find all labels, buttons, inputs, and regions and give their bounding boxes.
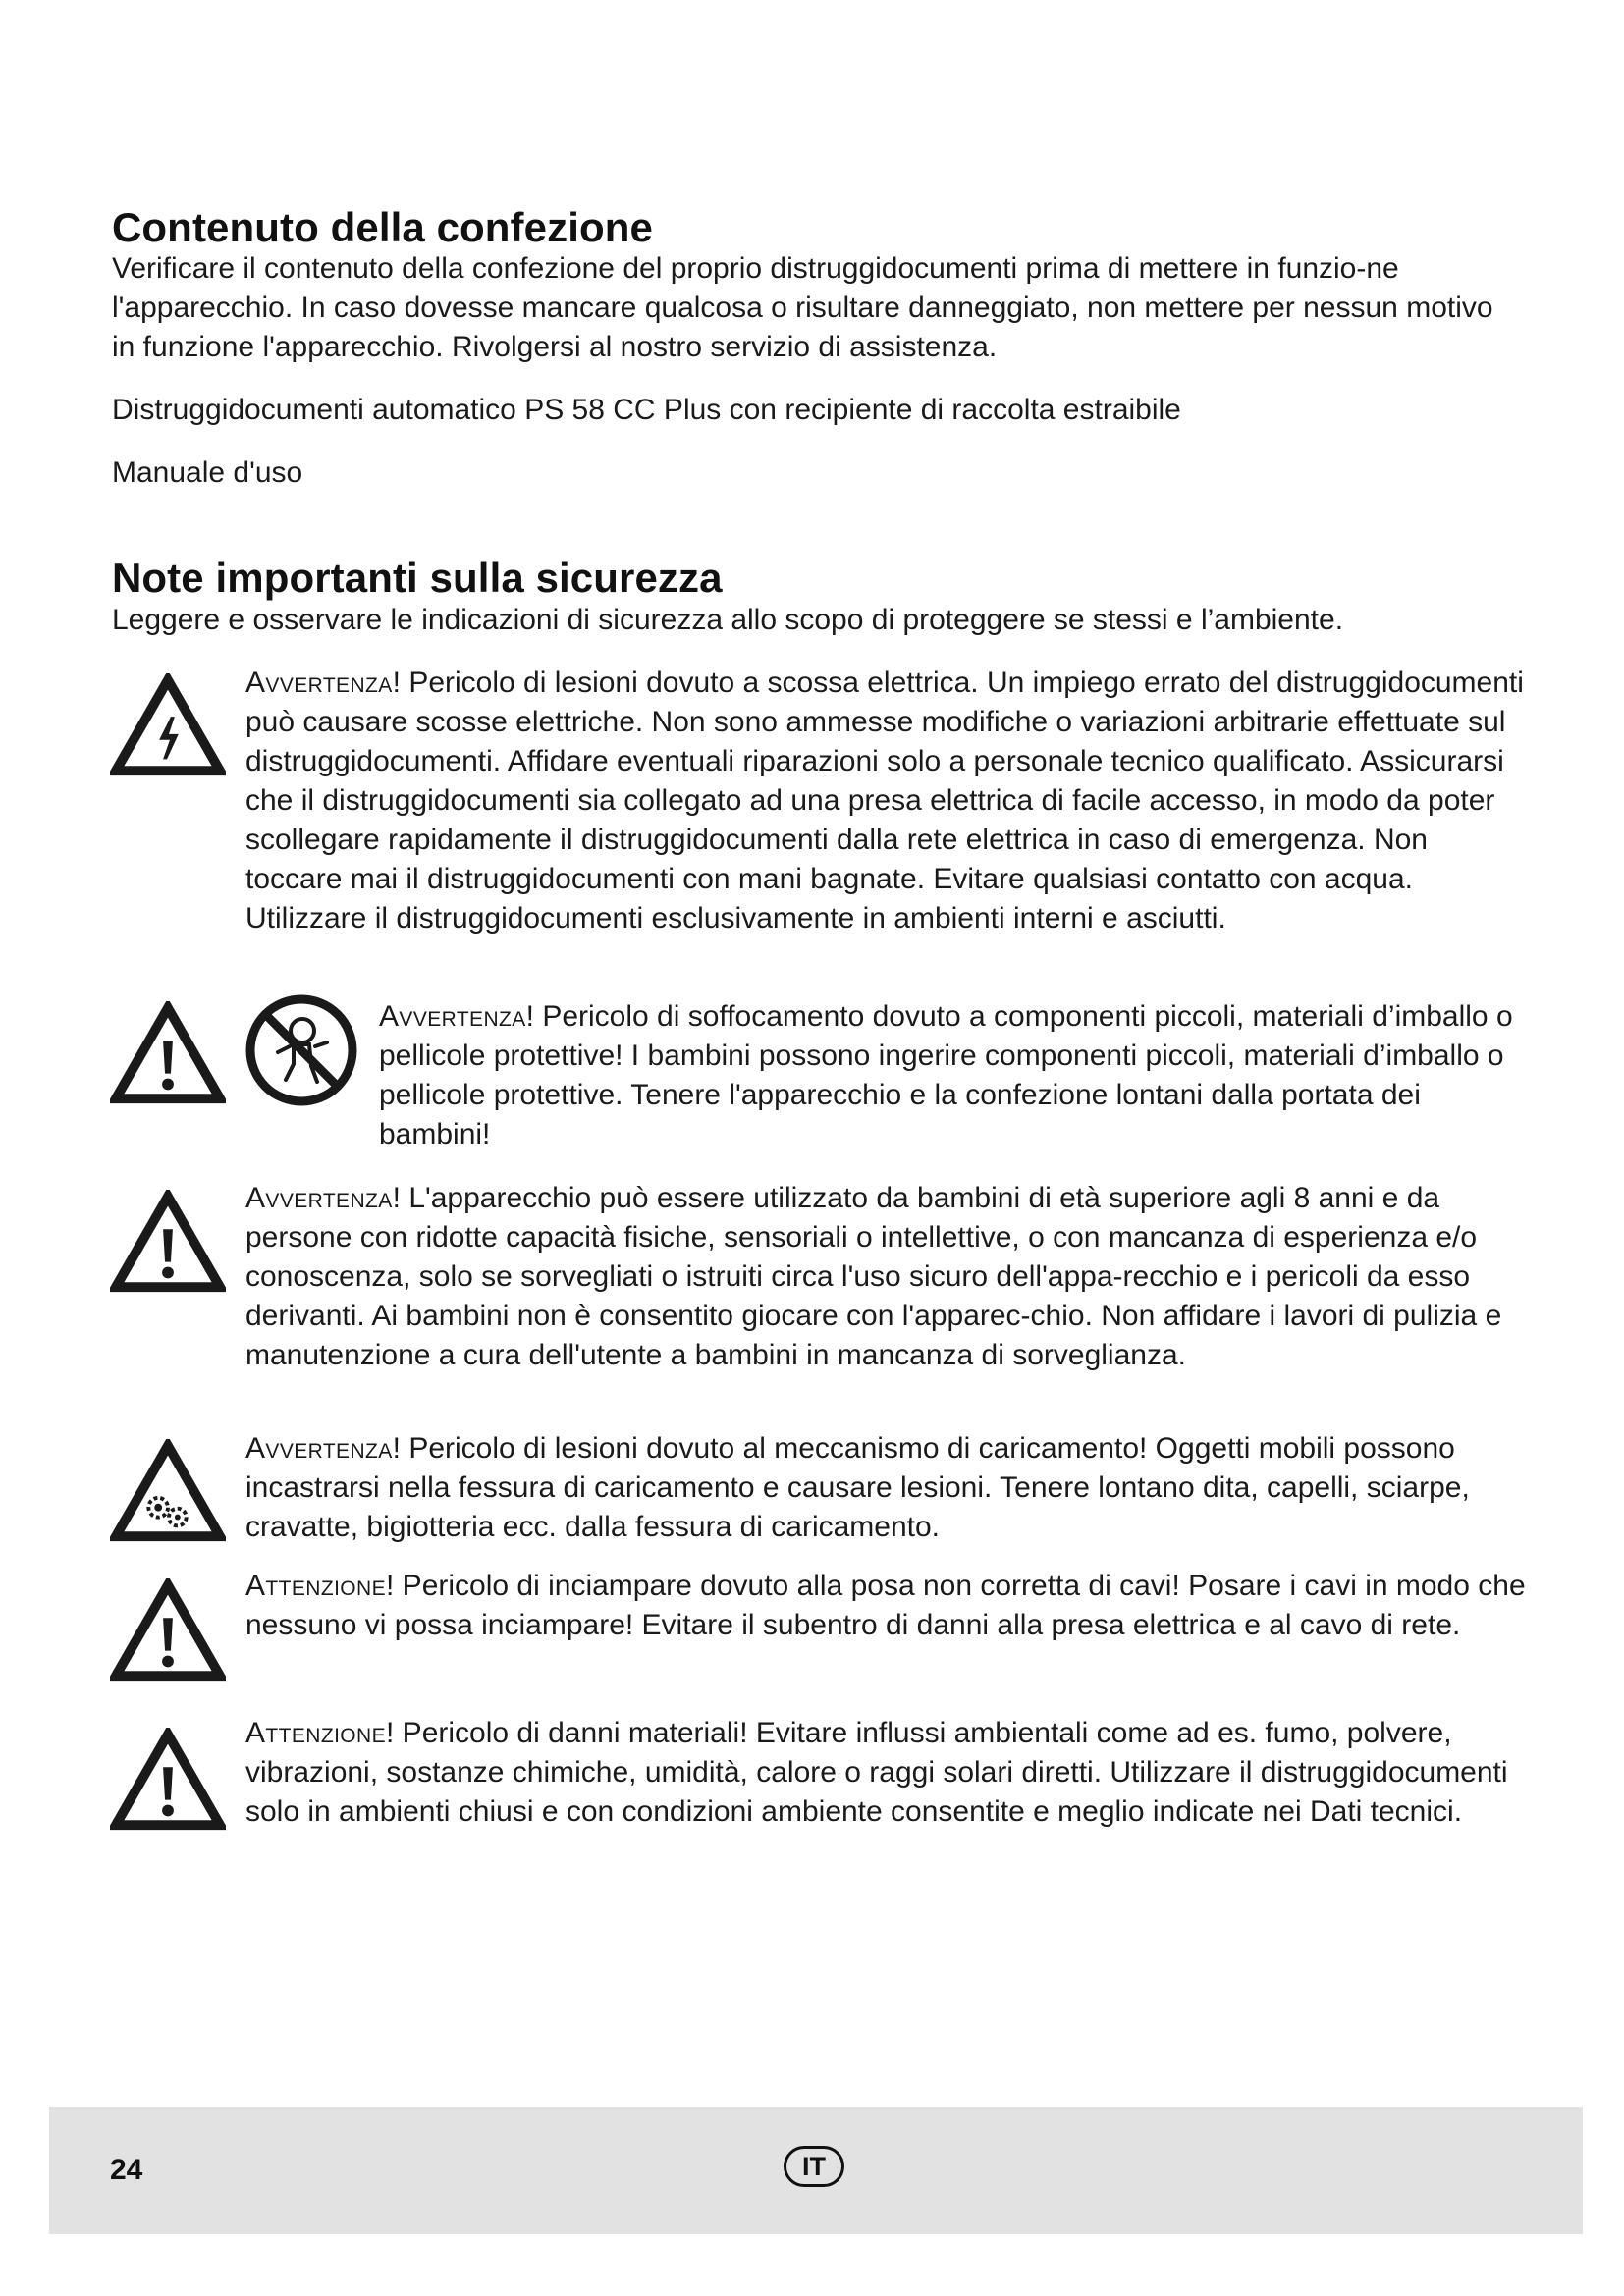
warning-body: ! Pericolo di danni materiali! Evitare influssi ambientali come ad es. fumo, polvere, vibrazioni, sostanze chimiche, umidità, calore o raggi solari diretti. Utilizzare il distruggidocumenti solo in ambienti chiusi e con condizioni ambiente consentite e meglio indicate nei Dati tecnici. [245,1717,1508,1828]
warning-text [245,664,1532,938]
warning-text [245,1429,1532,1547]
general-warning-icon [110,1190,226,1294]
warning-text [245,1179,1532,1375]
warning-body: ! Pericolo di inciampare dovuto alla posa non corretta di cavi! Posare i cavi in modo che nessuno vi possa inciampare! Evitare il subentro di danni alla presa elettrica e al cavo di rete. [245,1570,1526,1641]
general-warning-icon [110,1728,226,1832]
warning-label: Avvertenza [245,667,393,699]
page-number: 24 [110,2154,143,2186]
contents-item: Distruggidocumenti automatico PS 58 CC Plus con recipiente di raccolta estraibile [112,394,1181,426]
warning-label: Avvertenza [245,1432,393,1465]
warning-text [245,1714,1532,1832]
warning-body: ! Pericolo di soffocamento dovuto a componenti piccoli, materiali d’imballo o pellicole protettive! I bambini possono ingerire componenti piccoli, materiali d’imballo o pellicole protettive. Tenere l'apparecchio e la confezione lontani dalla portata dei bambini! [379,1000,1513,1150]
general-warning-icon [110,1001,226,1105]
safety-title: Note importanti sulla sicurezza [112,555,723,601]
warning-label: Attenzione [245,1717,387,1749]
no-children-icon [243,991,360,1109]
warning-body: ! Pericolo di lesioni dovuto a scossa elettrica. Un impiego errato del distruggidocumenti può causare scosse elettriche. Non sono ammesse modifiche o variazioni arbitrarie effettuate sul distruggidocumenti. Affidare eventuali riparazioni solo a personale tecnico qualificato. Assicurarsi che il distruggidocumenti sia collegato ad una presa elettrica di facile accesso, in modo da poter scollegare rapidamente il distruggidocumenti dalla rete elettrica in caso di emergenza. Non toccare mai il distruggidocumenti con mani bagnate. Evitare qualsiasi contatto con acqua. Utilizzare il distruggidocumenti esclusivamente in ambienti interni e asciutti. [245,667,1524,934]
contents-title: Contenuto della confezione [112,204,653,250]
gear-mechanism-warning-icon [110,1439,226,1543]
warning-label: Attenzione [245,1570,387,1602]
warning-text [245,1567,1532,1645]
electric-shock-warning-icon [110,673,226,777]
warning-body: ! Pericolo di lesioni dovuto al meccanismo di caricamento! Oggetti mobili possono incastrarsi nella fessura di caricamento e causare lesioni. Tenere lontano dita, capelli, sciarpe, cravatte, bigiotteria ecc. dalla fessura di caricamento. [245,1432,1470,1543]
warning-label: Avvertenza [245,1182,393,1214]
safety-intro: Leggere e osservare le indicazioni di sicurezza allo scopo di proteggere se stessi e l’ambiente. [112,604,1344,636]
contents-intro: Verificare il contenuto della confezione del proprio distruggidocumenti prima di mettere in funzio-ne l'apparecchio. In caso dovesse mancare qualcosa o risultare danneggiato, non mettere per nessun motivo in funzione l'apparecchio. Rivolgersi al nostro servizio di assistenza. [112,252,1493,363]
language-badge: IT [784,2146,844,2187]
warning-label: Avvertenza [379,1000,526,1033]
page-footer [49,2107,1583,2234]
warning-text [379,997,1532,1154]
contents-item: Manuale d'uso [112,456,303,489]
warning-body: ! L'apparecchio può essere utilizzato da bambini di età superiore agli 8 anni e da persone con ridotte capacità fisiche, sensoriali o intellettive, o con mancanza di esperienza e/o conoscenza, solo se sorvegliati o istruiti circa l'uso sicuro dell'appa-recchio e i pericoli da esso derivanti. Ai bambini non è consentito giocare con l'apparec-chio. Non affidare i lavori di pulizia e manutenzione a cura dell'utente a bambini in mancanza di sorveglianza. [245,1182,1502,1371]
general-warning-icon [110,1578,226,1682]
